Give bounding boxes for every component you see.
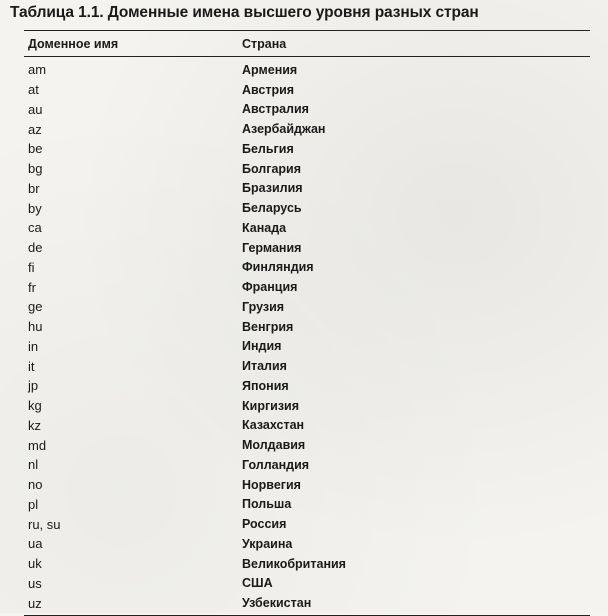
domain-cell: no [28, 477, 43, 493]
country-cell: Азербайджан [242, 122, 326, 137]
country-cell: Италия [242, 359, 287, 374]
header-domain: Доменное имя [28, 36, 119, 51]
domain-cell: ru, su [28, 516, 61, 532]
country-cell: Польша [242, 497, 292, 512]
domain-table [24, 30, 590, 616]
domain-cell: fr [28, 279, 36, 295]
domain-cell: az [28, 121, 42, 137]
country-cell: Австралия [242, 102, 309, 117]
table-row [24, 396, 590, 416]
domain-cell: bg [28, 161, 43, 177]
table-row [24, 119, 590, 139]
country-cell: Канада [242, 220, 287, 235]
country-cell: Норвегия [242, 477, 301, 492]
table-row [24, 376, 590, 396]
table-row [24, 416, 590, 436]
table-row [24, 297, 590, 317]
country-cell: Венгрия [242, 319, 294, 334]
country-cell: Великобритания [242, 556, 346, 571]
country-cell: Франция [242, 280, 298, 295]
table-row [24, 337, 590, 357]
table-row [24, 455, 590, 475]
domain-cell: kz [28, 417, 41, 433]
table-row [24, 495, 590, 515]
domain-cell: fi [28, 259, 35, 275]
domain-cell: by [28, 200, 42, 216]
domain-cell: uz [28, 595, 42, 611]
table-row [24, 554, 590, 574]
domain-cell: it [28, 358, 35, 374]
domain-cell: nl [28, 457, 39, 473]
table-row [24, 574, 590, 594]
country-cell: Голландия [242, 457, 310, 472]
country-cell: Узбекистан [242, 596, 312, 611]
domain-cell: de [28, 240, 43, 256]
country-cell: Молдавия [242, 438, 306, 453]
domain-cell: am [28, 62, 47, 78]
country-cell: Бразилия [242, 181, 303, 196]
table-row [24, 238, 590, 258]
country-cell: Киргизия [242, 398, 300, 413]
table-row [24, 198, 590, 218]
domain-cell: at [28, 82, 39, 98]
domain-cell: au [28, 101, 43, 117]
table-row [24, 159, 590, 179]
table-row [24, 317, 590, 337]
table-row [24, 593, 590, 613]
country-cell: Австрия [242, 82, 295, 97]
table-row [24, 100, 590, 120]
table-row [24, 534, 590, 554]
country-cell: Россия [242, 517, 287, 532]
table-row [24, 277, 590, 297]
table-header [24, 31, 590, 56]
table-row [24, 435, 590, 455]
table-row [24, 218, 590, 238]
domain-cell: ua [28, 536, 43, 552]
country-cell: Беларусь [242, 201, 302, 216]
country-cell: Болгария [242, 161, 302, 176]
country-cell: Япония [242, 378, 289, 393]
table-row [24, 514, 590, 534]
country-cell: Бельгия [242, 141, 294, 156]
table-row [24, 258, 590, 278]
table-row [24, 179, 590, 199]
domain-cell: kg [28, 398, 42, 414]
table-row [24, 80, 590, 100]
country-cell: Украина [242, 536, 293, 551]
country-cell: Финляндия [242, 260, 314, 275]
domain-cell: be [28, 141, 43, 157]
domain-cell: us [28, 575, 42, 591]
country-cell: Казахстан [242, 418, 305, 433]
domain-cell: md [28, 437, 47, 453]
domain-cell: pl [28, 496, 39, 512]
domain-cell: uk [28, 556, 42, 572]
domain-cell: hu [28, 319, 43, 335]
domain-cell: ge [28, 299, 43, 315]
domain-cell: ca [28, 220, 42, 236]
domain-cell: jp [28, 378, 39, 394]
table-row [24, 60, 590, 80]
country-cell: Грузия [242, 299, 285, 314]
table-caption: Таблица 1.1. Доменные имена высшего уровня разных стран [10, 4, 479, 21]
header-country: Страна [242, 36, 287, 51]
country-cell: Индия [242, 339, 282, 354]
domain-cell: br [28, 180, 40, 196]
country-cell: Германия [242, 240, 302, 255]
table-body [24, 57, 590, 613]
table-row [24, 139, 590, 159]
table-row [24, 475, 590, 495]
country-cell: Армения [242, 62, 298, 77]
table-row [24, 356, 590, 376]
domain-cell: in [28, 338, 39, 354]
country-cell: США [242, 576, 273, 591]
